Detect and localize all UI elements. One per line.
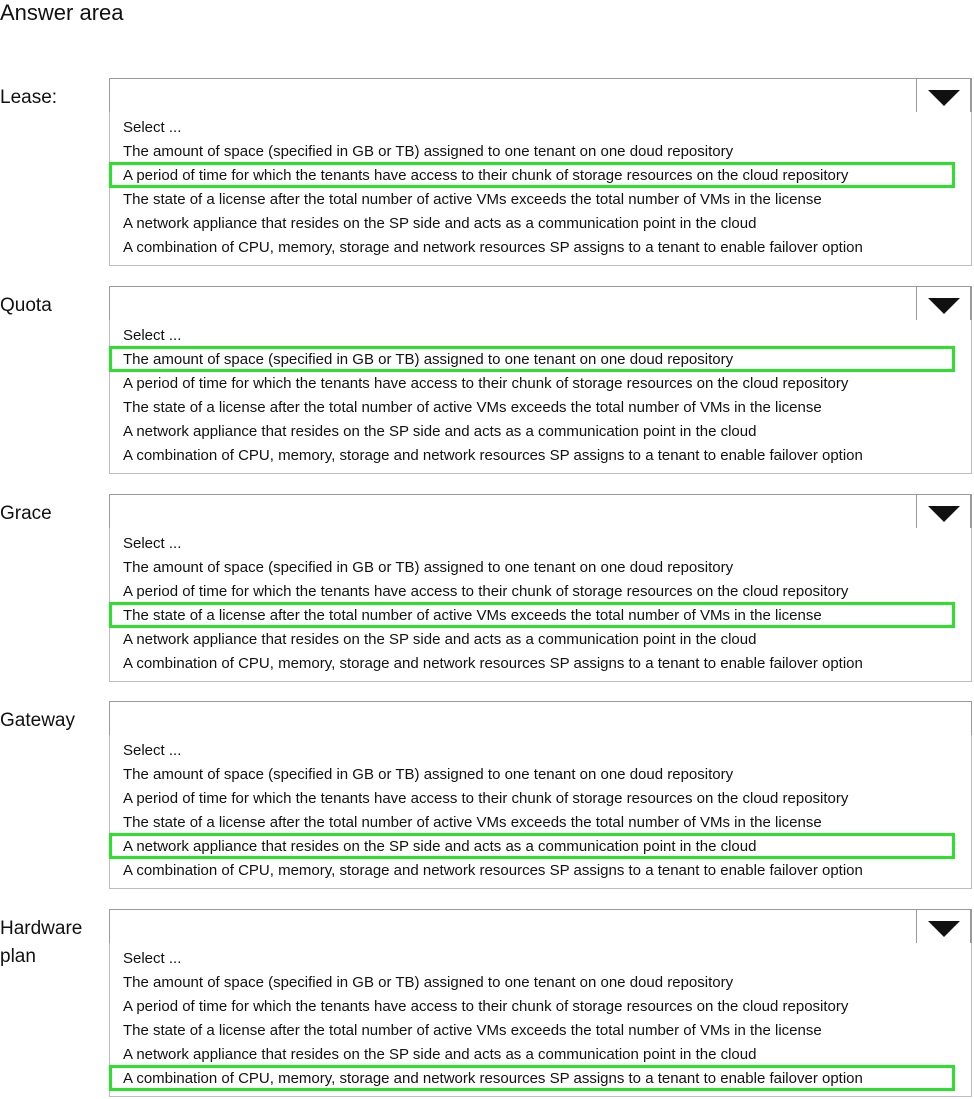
row-label-3 xyxy=(0,707,75,735)
option-item[interactable]: The amount of space (specified in GB or TB) assigned to one tenant on one doud repository xyxy=(123,766,734,783)
option-item[interactable]: The state of a license after the total number of active VMs exceeds the total number of VMs in the license xyxy=(123,399,822,416)
option-item[interactable]: The amount of space (specified in GB or TB) assigned to one tenant on one doud repository xyxy=(123,559,734,576)
dropdown-button[interactable] xyxy=(916,286,971,321)
option-item[interactable]: The state of a license after the total number of active VMs exceeds the total number of VMs in the license xyxy=(123,191,822,208)
dropdown-select-4[interactable] xyxy=(109,909,972,944)
dropdown-arrow-icon xyxy=(928,298,960,314)
option-item[interactable]: A combination of CPU, memory, storage and network resources SP assigns to a tenant to enable failover option xyxy=(123,1070,863,1087)
option-item[interactable]: The amount of space (specified in GB or TB) assigned to one tenant on one doud repository xyxy=(123,974,734,991)
option-item[interactable]: The state of a license after the total number of active VMs exceeds the total number of VMs in the license xyxy=(123,814,822,831)
option-item[interactable]: The amount of space (specified in GB or TB) assigned to one tenant on one doud repository xyxy=(123,351,734,368)
option-item[interactable]: A period of time for which the tenants have access to their chunk of storage resources on the cloud repository xyxy=(123,998,849,1015)
option-item[interactable]: Select ... xyxy=(123,950,182,967)
row-label-line1: Lease: xyxy=(0,87,58,108)
dropdown-arrow-icon xyxy=(928,90,960,106)
dropdown-button[interactable] xyxy=(916,494,971,529)
dropdown-button[interactable] xyxy=(916,909,971,944)
option-item[interactable]: Select ... xyxy=(123,742,182,759)
row-label-line1: Quota xyxy=(0,295,52,316)
option-item[interactable]: A network appliance that resides on the SP side and acts as a communication point in the cloud xyxy=(123,631,757,648)
options-list-3 xyxy=(109,735,972,889)
row-label-2 xyxy=(0,500,52,528)
row-label-line1: Grace xyxy=(0,503,52,524)
row-label-line2: plan xyxy=(0,946,36,967)
dropdown-arrow-icon xyxy=(928,506,960,522)
option-item[interactable]: The state of a license after the total number of active VMs exceeds the total number of VMs in the license xyxy=(123,607,822,624)
option-item[interactable]: Select ... xyxy=(123,119,182,136)
dropdown-select-0[interactable] xyxy=(109,78,972,113)
option-item[interactable]: A combination of CPU, memory, storage and network resources SP assigns to a tenant to enable failover option xyxy=(123,655,863,672)
row-label-1 xyxy=(0,292,52,320)
option-item[interactable]: A combination of CPU, memory, storage and network resources SP assigns to a tenant to enable failover option xyxy=(123,862,863,879)
option-item[interactable]: A network appliance that resides on the SP side and acts as a communication point in the cloud xyxy=(123,838,757,855)
options-list-4 xyxy=(109,943,972,1097)
dropdown-select-2[interactable] xyxy=(109,494,972,529)
dropdown-button[interactable] xyxy=(916,78,971,113)
option-item[interactable]: Select ... xyxy=(123,327,182,344)
option-item[interactable]: A period of time for which the tenants have access to their chunk of storage resources on the cloud repository xyxy=(123,583,849,600)
dropdown-select-1[interactable] xyxy=(109,286,972,321)
row-label-line1: Hardware xyxy=(0,918,83,939)
option-item[interactable]: A combination of CPU, memory, storage and network resources SP assigns to a tenant to enable failover option xyxy=(123,239,863,256)
options-list-1 xyxy=(109,320,972,474)
dropdown-arrow-icon xyxy=(928,921,960,937)
row-label-0 xyxy=(0,84,57,112)
options-list-0 xyxy=(109,112,972,266)
option-item[interactable]: The state of a license after the total number of active VMs exceeds the total number of VMs in the license xyxy=(123,1022,822,1039)
option-item[interactable]: The amount of space (specified in GB or TB) assigned to one tenant on one doud repository xyxy=(123,143,734,160)
option-item[interactable]: A network appliance that resides on the SP side and acts as a communication point in the cloud xyxy=(123,215,757,232)
option-item[interactable]: A network appliance that resides on the SP side and acts as a communication point in the cloud xyxy=(123,1046,757,1063)
options-list-2 xyxy=(109,528,972,682)
row-label-4 xyxy=(0,915,82,971)
option-item[interactable]: A period of time for which the tenants have access to their chunk of storage resources on the cloud repository xyxy=(123,167,849,184)
dropdown-select-3[interactable] xyxy=(109,701,972,736)
answer-area-title: Answer area xyxy=(0,0,124,25)
row-label-line1: Gateway xyxy=(0,710,75,731)
option-item[interactable]: A combination of CPU, memory, storage and network resources SP assigns to a tenant to enable failover option xyxy=(123,447,863,464)
option-item[interactable]: A period of time for which the tenants have access to their chunk of storage resources on the cloud repository xyxy=(123,375,849,392)
option-item[interactable]: A period of time for which the tenants have access to their chunk of storage resources on the cloud repository xyxy=(123,790,849,807)
option-item[interactable]: A network appliance that resides on the SP side and acts as a communication point in the cloud xyxy=(123,423,757,440)
option-item[interactable]: Select ... xyxy=(123,535,182,552)
